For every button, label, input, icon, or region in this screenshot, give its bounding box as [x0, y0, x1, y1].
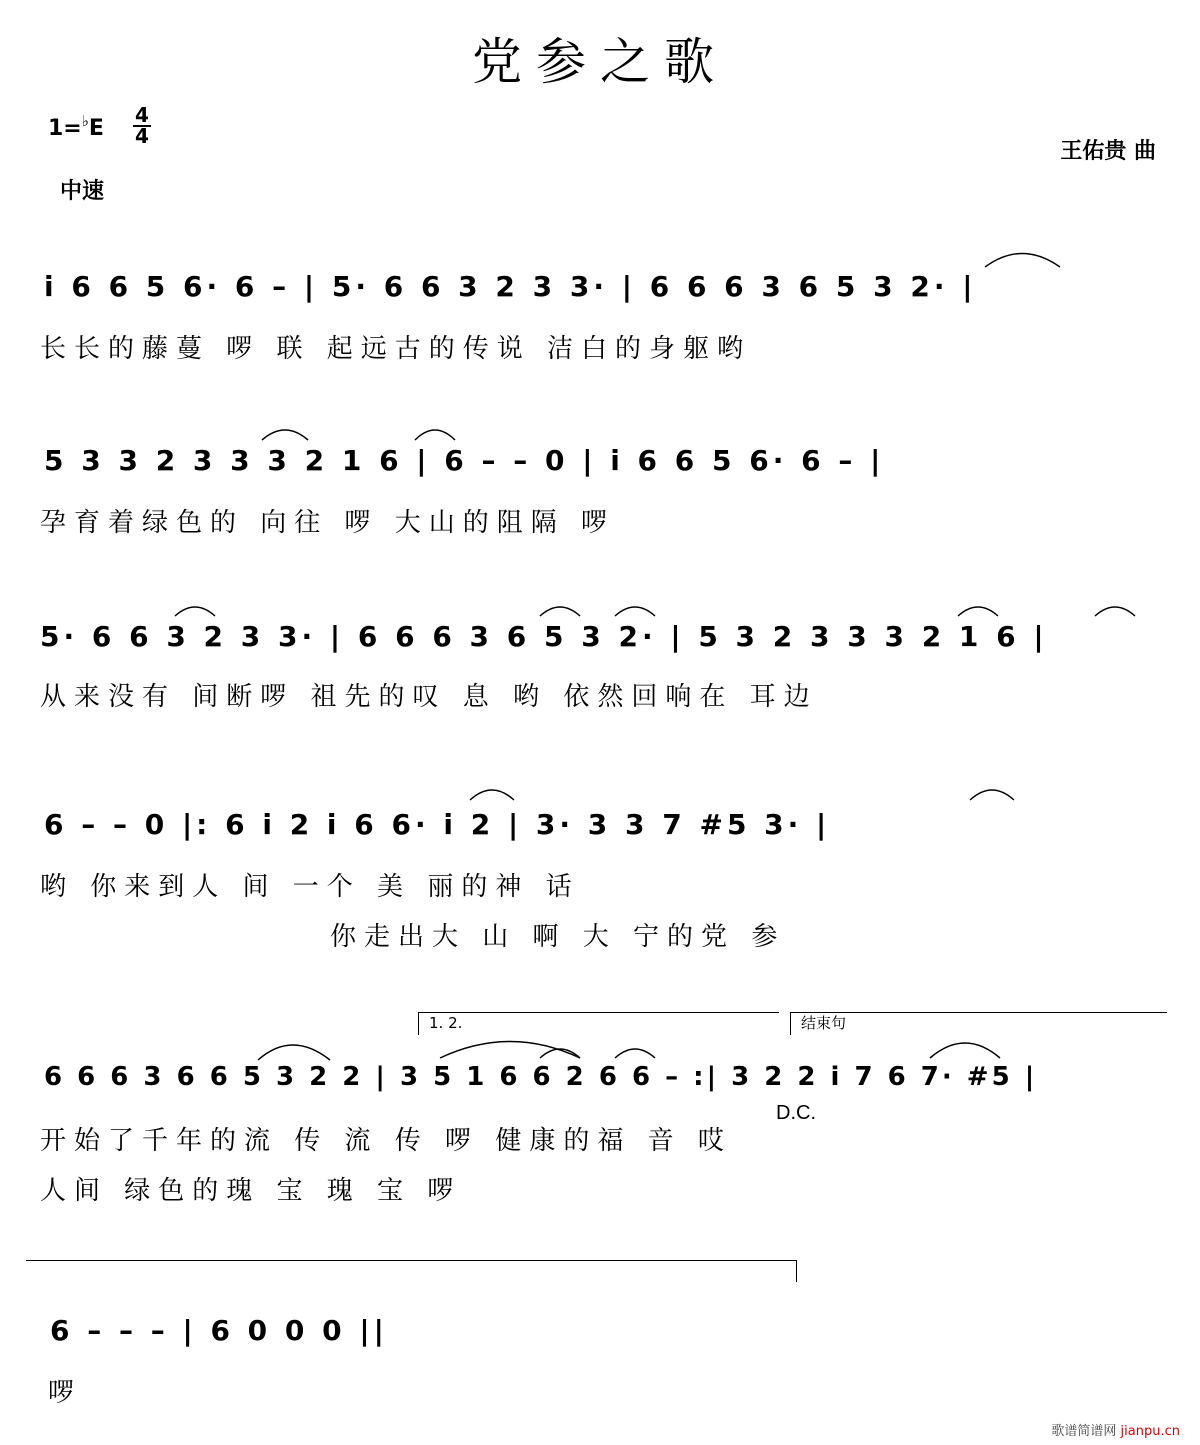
notation-row-3: 5· 6 6 3 2 3 3· | 6 6 6 3 6 5 3 2· | 5 3 2 3 3 3 2 1 6 |	[40, 620, 1048, 653]
notation-row-6: 6 – – – | 6 0 0 0 ||	[50, 1314, 388, 1347]
time-bottom: 4	[135, 124, 149, 148]
watermark-url: jianpu.cn	[1120, 1424, 1180, 1439]
notation-row-2: 5 3 3 2 3 3 3 2 1 6 | 6 – – 0 | i 6 6 5 6· 6 – |	[44, 444, 885, 477]
lyrics-row-1: 长长的藤蔓 啰 联 起远古的传说 洁白的身躯哟	[40, 334, 752, 364]
lyrics-row-6: 啰	[48, 1378, 83, 1408]
composer-credit: 王佑贵 曲	[1060, 139, 1156, 164]
flat-sign: ♭	[81, 112, 89, 130]
lyrics-row-2: 孕育着绿色的 向往 啰 大山的阻隔 啰	[40, 508, 616, 538]
notation-row-5: 6 6 6 3 6 6 5 3 2 2 | 3 5 1 6 6 2 6 6 – :| 3 2 2 i 7 6 7· #5 |	[44, 1062, 1038, 1092]
notation-row-1: i 6 6 5 6· 6 – | 5· 6 6 3 2 3 3· | 6 6 6 3 6 5 3 2· |	[44, 270, 977, 303]
watermark	[1051, 1420, 1180, 1439]
volta-ending-label: 结束句	[801, 1014, 847, 1032]
key-prefix: 1=	[48, 116, 82, 141]
lyrics-row-5: 开始了千年的流 传 流 传 啰 健康的福 音 哎	[40, 1126, 732, 1156]
da-capo-marking: D.C.	[776, 1102, 816, 1124]
volta-first-label: 1. 2.	[429, 1014, 463, 1032]
lyrics-row-4-verse-2: 你走出大 山 啊 大 宁的党 参	[330, 922, 786, 952]
lyrics-row-4: 哟 你来到人 间 一个 美 丽的神 话	[40, 872, 580, 902]
notation-row-4: 6 – – 0 |: 6 i 2 i 6 6· i 2 | 3· 3 3 7 #5 3· |	[44, 808, 831, 841]
lyrics-row-5-verse-2: 人间 绿色的瑰 宝 瑰 宝 啰	[40, 1176, 462, 1206]
time-top: 4	[135, 103, 149, 127]
key-note: E	[88, 116, 104, 141]
tempo-marking: 中速	[60, 179, 105, 204]
watermark-text: 歌谱简谱网	[1051, 1424, 1117, 1439]
score-title: 党参之歌	[472, 33, 728, 91]
lyrics-row-3: 从来没有 间断啰 祖先的叹 息 哟 依然回响在 耳边	[40, 682, 818, 712]
